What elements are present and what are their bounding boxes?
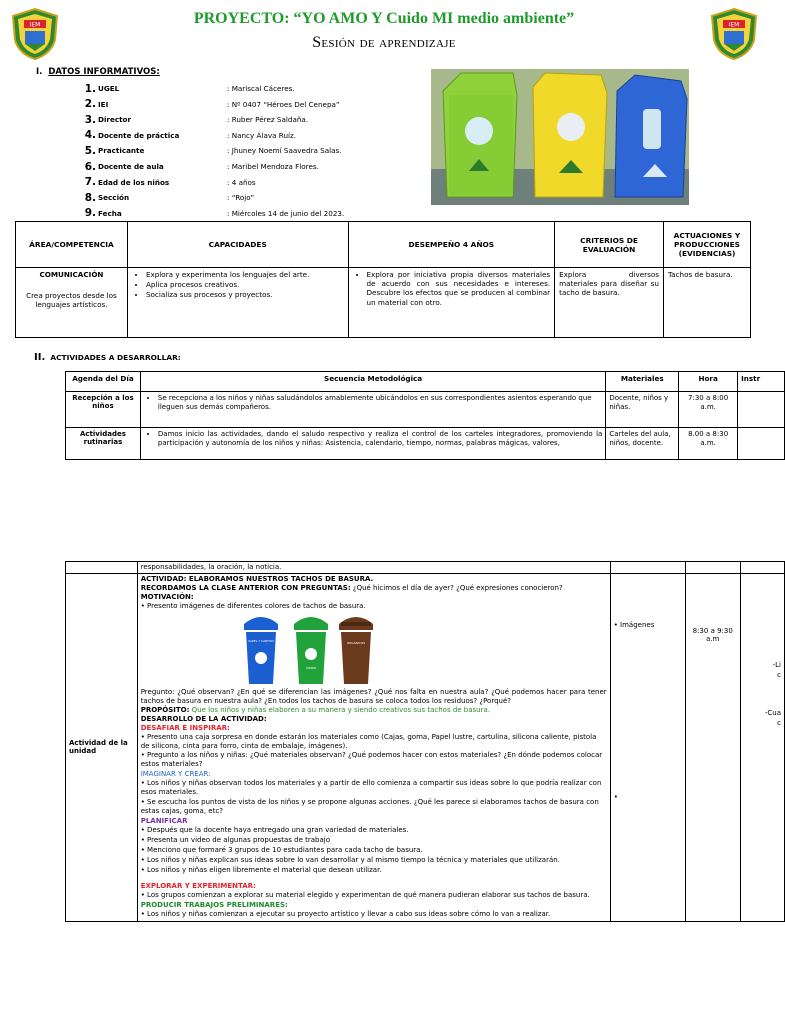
bin-label: VIDRIO (305, 665, 316, 670)
list-item: • Explora y experimenta los lenguajes del arte. (146, 270, 344, 279)
table-header: Agenda del Día (66, 372, 141, 392)
info-value: : Nº 0407 “Héroes Del Cenepa” (227, 99, 340, 109)
info-label: Docente de práctica (98, 130, 180, 140)
actividades-table (65, 371, 785, 460)
table-row: Recepción a los niños • Se recepciona a los niños y niñas saludándolos amablemente ubicándolos en sus correspondientes asientos esperando que lleguen sus demás compañeros. Docente, niños y niñas. 7:30 a 8:00 a.m. (66, 392, 785, 428)
info-number: 7. (84, 176, 96, 189)
table-header: Hora (679, 372, 738, 392)
area-text: Crea proyectos desde los lenguajes artísticos. (26, 291, 117, 309)
table-header: ACTUACIONES Y PRODUCCIONES (EVIDENCIAS) (663, 222, 750, 268)
info-label: Sección (98, 193, 130, 203)
info-row (76, 128, 297, 143)
bin-label: ORGÁNICOS (346, 640, 365, 645)
info-label: Fecha (98, 208, 122, 218)
session-subtitle: Sesión de aprendizaje (312, 34, 456, 51)
info-number: 8. (84, 191, 96, 204)
info-row (76, 112, 309, 127)
info-number: 2. (84, 98, 96, 111)
competencias-table (15, 221, 751, 338)
logo-letters: IEM (29, 21, 41, 29)
info-label: Practicante (98, 146, 145, 156)
project-title: PROYECTO: “YO AMO Y Cuido MI medio ambiente” (193, 10, 575, 27)
info-value: : Ruber Pérez Saldaña. (227, 115, 309, 125)
info-row (76, 81, 295, 96)
info-number: 3. (84, 113, 96, 126)
list-item: • Socializa sus procesos y proyectos. (146, 290, 344, 299)
bin-label: PAPEL Y CARTON (248, 638, 274, 643)
info-value: : “Rojo” (227, 193, 255, 203)
table-row: Actividad de la unidad ACTIVIDAD: ELABORAMOS NUESTROS TACHOS DE BASURA. RECORDAMOS LA CLASE ANTERIOR CON PREGUNTAS: ¿Qué hicimos el día de ayer? ¿Qué expresiones conocieron? MOTIVACIÓN: • Presento imágenes de diferentes colores de tachos de basura. PAPEL Y CARTON VIDRIO ORGÁNICOS Pregunto: ¿Qué observan? ¿En qué se diferencian las imágenes? ¿Qué nos falta en nuestra aula? ¿Qué podemos hacer para tener tachos de basura en nuestra aula? ¿En todos los tachos de basura se coloca todos los residuos? ¿Porqué? PROPÓSITO: Que los niños y niñas elaboren a su manera y siendo creativos sus tachos de basura. DESARROLLO DE LA ACTIVIDAD: DESAFIAR E INSPIRAR: • Presento una caja sorpresa en donde estarán los materiales como (Cajas, goma, Papel lustre, cartulina, silicona caliente, pistola de silicona, cinta para forro, cinta de embalaje, imágenes). • Pregunto a los niños y niñas: ¿Qué materiales observan? ¿Qué podemos hacer con estos materiales? ¿En dónde podemos colocar estos materiales? IMAGINAR Y CREAR: • Los niños y niñas observan todos los materiales y a partir de ello comienza a compartir sus ideas sobre lo que podría realizar con esos materiales. • Se escucha los puntos de vista de los niños y se propone algunas acciones. ¿Qué les parece si elaboramos tachos de basura con estas cajas, goma, etc? PLANIFICAR • Después que la docente haya entregado una gran variedad de materiales. • Presenta un video de algunas propuestas de trabajo • Menciono que formaré 3 grupos de 10 estudiantes para cada tacho de basura. • Los niños y niñas explican sus ideas sobre lo van desarrollar y al mismo tiempo la técnica y materiales que utilizarán. • Los niños y niñas eligen libremente el material que desean utilizar. EXPLORAR Y EXPERIMENTAR: • Los grupos comienzan a explorar su material elegido y experimentan de qué manera pudieran elaborar sus tachos de basura. PRODUCIR TRABAJOS PRELIMINARES: • Los niños y niñas comienzan a ejecutar su proyecto artístico y llevar a cabo sus ideas sobre cómo lo van a realizar. • Imágenes • 8:30 a 9:30 a.m -Li c -Cua c (66, 574, 785, 922)
table-header: Instr (738, 372, 785, 392)
list-item: • Aplica procesos creativos. (146, 280, 344, 289)
area-title: COMUNICACIÓN (39, 270, 104, 279)
info-number: 5. (84, 144, 96, 157)
info-value: : Jhuney Noemí Saavedra Salas. (227, 146, 342, 156)
trash-bins-image (141, 612, 607, 688)
info-row (76, 159, 319, 174)
info-value: : Miércoles 14 de junio del 2023. (227, 208, 345, 218)
info-number: 9. (84, 207, 96, 220)
info-label: UGEL (98, 84, 120, 93)
table-header: Materiales (606, 372, 679, 392)
table-header: CRITERIOS DE EVALUACIÓN (555, 222, 664, 268)
info-value: : Maribel Mendoza Flores. (227, 162, 319, 171)
table-header: DESEMPEÑO 4 AÑOS (348, 222, 555, 268)
info-row (76, 97, 340, 112)
criterio-text: Explora diversos materiales para diseñar su tacho de basura. (555, 268, 664, 338)
table-header: ÁREA/COMPETENCIA (16, 222, 128, 268)
desempeno-text: • Explora por iniciativa propia diversos materiales de acuerdo con sus necesidades e intereses. Descubre los efectos que se producen al combinar un material con otro. (367, 270, 551, 307)
info-number: 1. (84, 82, 96, 95)
info-value: : Mariscal Cáceres. (227, 84, 295, 93)
table-row: Actividades rutinarias • Damos inicio las actividades, dando el saludo respectivo y realiza el control de los carteles integradores, promoviendo la participación y autonomía de los niños y niñas: Asistencia, calendario, tiempo, normas, palabras mágicas, valores, Carteles del aula, niños, docente. 8.00 a 8:30 a.m. (66, 428, 785, 460)
info-number: 6. (84, 160, 96, 173)
blue-bin-icon (244, 617, 278, 684)
info-value: : Nancy Álava Ruíz. (227, 130, 297, 140)
brown-bin-icon (339, 617, 373, 684)
agenda-cell: Actividad de la unidad (66, 574, 138, 922)
hora-cell: 8:30 a 9:30 a.m (692, 627, 733, 644)
info-row (76, 206, 345, 221)
green-bin-icon (294, 617, 328, 684)
info-label: Docente de aula (98, 162, 164, 171)
info-label: Director (98, 115, 132, 125)
info-row (76, 190, 255, 205)
actividades-table-continued (65, 561, 785, 922)
datos-heading: I. DATOS INFORMATIVOS: (36, 67, 160, 77)
capacidades-list (132, 270, 344, 299)
actividades-heading: II. ACTIVIDADES A DESARROLLAR: (34, 352, 181, 363)
table-header: CAPACIDADES (127, 222, 348, 268)
evidencia-text: Tachos de basura. (663, 268, 750, 338)
info-label: Edad de los niños (98, 177, 170, 187)
table-header: Secuencia Metodológica (140, 372, 605, 392)
table-row: responsabilidades, la oración, la noticia. (66, 562, 785, 574)
info-row (76, 175, 256, 190)
info-value: : 4 años (227, 177, 256, 187)
info-label: IEI (98, 99, 109, 109)
logo-letters: IEM (728, 21, 740, 29)
info-number: 4. (84, 129, 96, 142)
materiales-item: • Imágenes (614, 621, 682, 629)
recycling-bins-photo (431, 69, 689, 205)
info-row (76, 143, 342, 158)
